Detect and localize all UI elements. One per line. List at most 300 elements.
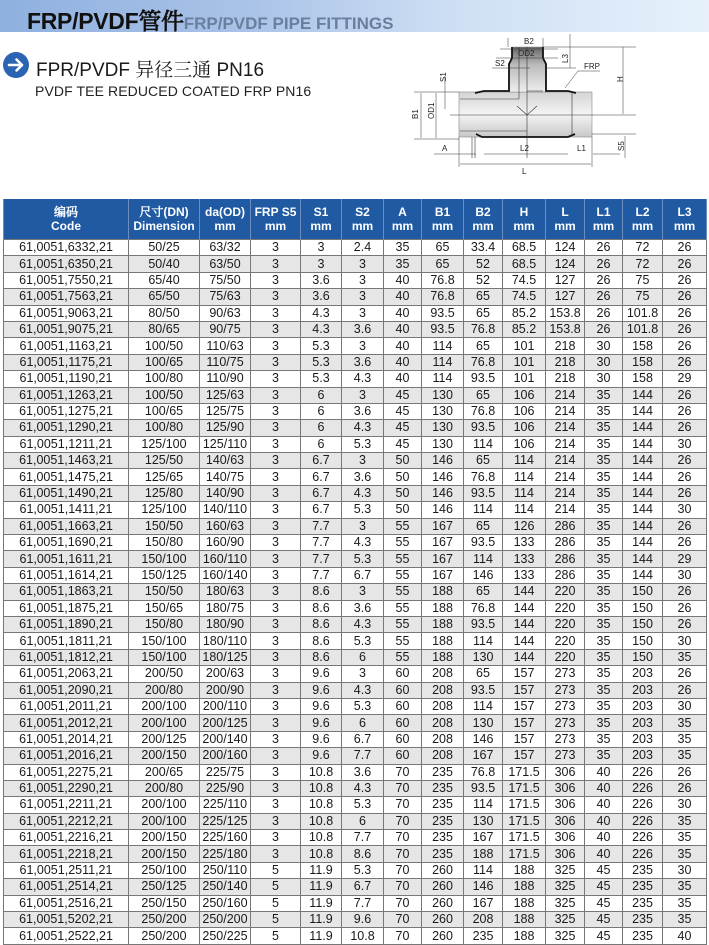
cell-dimension: 200/125 bbox=[129, 731, 200, 747]
cell-l1: 45 bbox=[585, 862, 623, 878]
cell-frp-s5: 3 bbox=[251, 846, 301, 862]
cell-od: 250/225 bbox=[200, 928, 251, 944]
page-title-cn: FRP/PVDF管件 bbox=[27, 8, 184, 34]
cell-h: 171.5 bbox=[503, 813, 546, 829]
cell-b2: 65 bbox=[464, 289, 503, 305]
cell-a: 50 bbox=[384, 502, 422, 518]
cell-l: 286 bbox=[546, 518, 585, 534]
cell-l: 218 bbox=[546, 354, 585, 370]
column-header-line2: Dimension bbox=[133, 219, 195, 233]
cell-od: 140/75 bbox=[200, 469, 251, 485]
cell-l1: 40 bbox=[585, 780, 623, 796]
table-row bbox=[4, 764, 707, 780]
cell-l3: 35 bbox=[663, 748, 707, 764]
cell-h: 171.5 bbox=[503, 780, 546, 796]
cell-dimension: 125/100 bbox=[129, 436, 200, 452]
cell-l1: 35 bbox=[585, 682, 623, 698]
cell-l3: 26 bbox=[663, 780, 707, 796]
cell-l3: 30 bbox=[663, 502, 707, 518]
cell-code: 61,0051,1211,21 bbox=[4, 436, 129, 452]
cell-a: 55 bbox=[384, 567, 422, 583]
cell-l: 286 bbox=[546, 551, 585, 567]
cell-s1: 5.3 bbox=[301, 354, 342, 370]
cell-frp-s5: 3 bbox=[251, 518, 301, 534]
cell-dimension: 100/80 bbox=[129, 420, 200, 436]
cell-l2: 150 bbox=[623, 649, 663, 665]
cell-a: 60 bbox=[384, 731, 422, 747]
cell-l3: 26 bbox=[663, 420, 707, 436]
cell-h: 188 bbox=[503, 912, 546, 928]
cell-s1: 7.7 bbox=[301, 535, 342, 551]
label-a: A bbox=[442, 144, 448, 153]
cell-b2: 93.5 bbox=[464, 420, 503, 436]
cell-frp-s5: 5 bbox=[251, 912, 301, 928]
cell-l1: 26 bbox=[585, 240, 623, 256]
cell-frp-s5: 3 bbox=[251, 616, 301, 632]
cell-l3: 35 bbox=[663, 895, 707, 911]
cell-l3: 26 bbox=[663, 682, 707, 698]
cell-b1: 208 bbox=[422, 682, 464, 698]
cell-l3: 29 bbox=[663, 551, 707, 567]
label-s2: S2 bbox=[495, 59, 505, 68]
cell-a: 70 bbox=[384, 830, 422, 846]
cell-s2: 3.6 bbox=[342, 321, 384, 337]
cell-h: 133 bbox=[503, 535, 546, 551]
cell-b1: 208 bbox=[422, 666, 464, 682]
cell-b1: 167 bbox=[422, 518, 464, 534]
cell-s2: 6.7 bbox=[342, 567, 384, 583]
cell-l1: 30 bbox=[585, 371, 623, 387]
cell-l: 273 bbox=[546, 666, 585, 682]
cell-s2: 4.3 bbox=[342, 535, 384, 551]
cell-b1: 208 bbox=[422, 715, 464, 731]
cell-l3: 26 bbox=[663, 535, 707, 551]
cell-b2: 93.5 bbox=[464, 371, 503, 387]
cell-b2: 114 bbox=[464, 862, 503, 878]
cell-dimension: 125/50 bbox=[129, 453, 200, 469]
cell-b1: 260 bbox=[422, 928, 464, 944]
cell-h: 85.2 bbox=[503, 321, 546, 337]
cell-l2: 235 bbox=[623, 912, 663, 928]
cell-frp-s5: 3 bbox=[251, 272, 301, 288]
cell-frp-s5: 3 bbox=[251, 813, 301, 829]
cell-l2: 203 bbox=[623, 698, 663, 714]
cell-b2: 93.5 bbox=[464, 485, 503, 501]
cell-od: 90/63 bbox=[200, 305, 251, 321]
cell-s2: 3.6 bbox=[342, 403, 384, 419]
cell-frp-s5: 3 bbox=[251, 305, 301, 321]
column-header-line1: S1 bbox=[313, 205, 329, 219]
cell-l2: 144 bbox=[623, 485, 663, 501]
cell-b1: 65 bbox=[422, 240, 464, 256]
cell-l2: 150 bbox=[623, 633, 663, 649]
cell-h: 68.5 bbox=[503, 256, 546, 272]
cell-s1: 7.7 bbox=[301, 567, 342, 583]
cell-s1: 8.6 bbox=[301, 633, 342, 649]
column-header-line1: da(OD) bbox=[205, 205, 245, 219]
cell-l2: 144 bbox=[623, 453, 663, 469]
cell-s1: 8.6 bbox=[301, 584, 342, 600]
cell-od: 140/90 bbox=[200, 485, 251, 501]
table-row bbox=[4, 420, 707, 436]
cell-b2: 114 bbox=[464, 502, 503, 518]
cell-s1: 8.6 bbox=[301, 600, 342, 616]
cell-dimension: 250/125 bbox=[129, 879, 200, 895]
cell-od: 200/125 bbox=[200, 715, 251, 731]
cell-s2: 6 bbox=[342, 715, 384, 731]
table-row bbox=[4, 584, 707, 600]
cell-l3: 35 bbox=[663, 912, 707, 928]
spec-table bbox=[3, 199, 707, 945]
column-header-l bbox=[546, 199, 585, 240]
cell-dimension: 100/65 bbox=[129, 403, 200, 419]
cell-s1: 9.6 bbox=[301, 682, 342, 698]
column-header-line1: 尺寸(DN) bbox=[139, 205, 189, 219]
cell-a: 60 bbox=[384, 682, 422, 698]
cell-dimension: 100/80 bbox=[129, 371, 200, 387]
cell-l2: 226 bbox=[623, 813, 663, 829]
cell-l: 124 bbox=[546, 256, 585, 272]
cell-b2: 93.5 bbox=[464, 682, 503, 698]
cell-l1: 35 bbox=[585, 453, 623, 469]
cell-l3: 26 bbox=[663, 616, 707, 632]
cell-a: 40 bbox=[384, 305, 422, 321]
cell-l2: 144 bbox=[623, 420, 663, 436]
cell-h: 101 bbox=[503, 371, 546, 387]
cell-l1: 35 bbox=[585, 403, 623, 419]
cell-h: 106 bbox=[503, 420, 546, 436]
cell-l2: 158 bbox=[623, 338, 663, 354]
table-row bbox=[4, 338, 707, 354]
cell-b2: 146 bbox=[464, 567, 503, 583]
cell-l2: 235 bbox=[623, 928, 663, 944]
cell-s2: 3 bbox=[342, 272, 384, 288]
cell-l1: 35 bbox=[585, 633, 623, 649]
cell-od: 160/63 bbox=[200, 518, 251, 534]
table-row bbox=[4, 862, 707, 878]
cell-dimension: 200/150 bbox=[129, 748, 200, 764]
label-s5: S5 bbox=[617, 141, 626, 151]
cell-l: 218 bbox=[546, 338, 585, 354]
cell-b1: 130 bbox=[422, 420, 464, 436]
cell-l1: 35 bbox=[585, 584, 623, 600]
cell-frp-s5: 3 bbox=[251, 666, 301, 682]
cell-l: 214 bbox=[546, 485, 585, 501]
cell-code: 61,0051,2011,21 bbox=[4, 698, 129, 714]
cell-b2: 33.4 bbox=[464, 240, 503, 256]
column-header-line1: S2 bbox=[355, 205, 370, 219]
cell-frp-s5: 3 bbox=[251, 535, 301, 551]
cell-b2: 76.8 bbox=[464, 764, 503, 780]
cell-b1: 188 bbox=[422, 633, 464, 649]
cell-dimension: 200/100 bbox=[129, 715, 200, 731]
cell-h: 106 bbox=[503, 436, 546, 452]
cell-dimension: 250/100 bbox=[129, 862, 200, 878]
cell-dimension: 150/80 bbox=[129, 616, 200, 632]
cell-frp-s5: 3 bbox=[251, 469, 301, 485]
cell-s1: 3.6 bbox=[301, 289, 342, 305]
cell-s2: 4.3 bbox=[342, 682, 384, 698]
table-row bbox=[4, 830, 707, 846]
cell-a: 70 bbox=[384, 879, 422, 895]
cell-h: 106 bbox=[503, 403, 546, 419]
column-header-line1: 编码 bbox=[53, 205, 78, 219]
cell-h: 106 bbox=[503, 387, 546, 403]
cell-s2: 3 bbox=[342, 256, 384, 272]
cell-s1: 3 bbox=[301, 240, 342, 256]
cell-a: 55 bbox=[384, 649, 422, 665]
cell-s1: 9.6 bbox=[301, 715, 342, 731]
cell-a: 55 bbox=[384, 616, 422, 632]
table-body bbox=[4, 240, 707, 945]
cell-l2: 144 bbox=[623, 387, 663, 403]
cell-code: 61,0051,5202,21 bbox=[4, 912, 129, 928]
cell-h: 157 bbox=[503, 698, 546, 714]
table-row bbox=[4, 240, 707, 256]
cell-b2: 65 bbox=[464, 518, 503, 534]
cell-s2: 9.6 bbox=[342, 912, 384, 928]
cell-l2: 226 bbox=[623, 846, 663, 862]
column-header-b1 bbox=[422, 199, 464, 240]
cell-s1: 8.6 bbox=[301, 649, 342, 665]
table-row bbox=[4, 535, 707, 551]
table-row bbox=[4, 354, 707, 370]
cell-od: 250/160 bbox=[200, 895, 251, 911]
cell-frp-s5: 3 bbox=[251, 502, 301, 518]
table-row bbox=[4, 502, 707, 518]
column-header-line1: A bbox=[398, 205, 407, 219]
cell-h: 114 bbox=[503, 502, 546, 518]
cell-l2: 144 bbox=[623, 502, 663, 518]
cell-dimension: 200/100 bbox=[129, 797, 200, 813]
cell-frp-s5: 3 bbox=[251, 633, 301, 649]
table-row bbox=[4, 846, 707, 862]
cell-s1: 6.7 bbox=[301, 469, 342, 485]
cell-s2: 6 bbox=[342, 813, 384, 829]
cell-code: 61,0051,2275,21 bbox=[4, 764, 129, 780]
cell-b1: 208 bbox=[422, 698, 464, 714]
cell-l: 306 bbox=[546, 813, 585, 829]
cell-frp-s5: 3 bbox=[251, 715, 301, 731]
cell-s1: 9.6 bbox=[301, 731, 342, 747]
cell-od: 160/90 bbox=[200, 535, 251, 551]
cell-od: 63/32 bbox=[200, 240, 251, 256]
label-od2: OD2 bbox=[518, 49, 535, 58]
cell-od: 180/63 bbox=[200, 584, 251, 600]
cell-l: 127 bbox=[546, 289, 585, 305]
cell-a: 70 bbox=[384, 912, 422, 928]
cell-od: 225/125 bbox=[200, 813, 251, 829]
cell-l3: 26 bbox=[663, 485, 707, 501]
cell-frp-s5: 3 bbox=[251, 649, 301, 665]
cell-frp-s5: 3 bbox=[251, 731, 301, 747]
cell-dimension: 150/65 bbox=[129, 600, 200, 616]
table-row bbox=[4, 403, 707, 419]
cell-h: 114 bbox=[503, 453, 546, 469]
cell-a: 70 bbox=[384, 813, 422, 829]
cell-l1: 35 bbox=[585, 502, 623, 518]
cell-code: 61,0051,1190,21 bbox=[4, 371, 129, 387]
column-header-line1: L2 bbox=[635, 205, 650, 219]
page-title-en: FRP/PVDF PIPE FITTINGS bbox=[183, 14, 394, 33]
cell-l3: 26 bbox=[663, 764, 707, 780]
title-banner bbox=[0, 0, 709, 32]
cell-od: 200/63 bbox=[200, 666, 251, 682]
cell-s2: 7.7 bbox=[342, 748, 384, 764]
cell-l1: 30 bbox=[585, 354, 623, 370]
cell-s2: 4.3 bbox=[342, 420, 384, 436]
cell-od: 225/160 bbox=[200, 830, 251, 846]
cell-l1: 35 bbox=[585, 600, 623, 616]
cell-l: 218 bbox=[546, 371, 585, 387]
column-header-line2: mm bbox=[592, 219, 615, 233]
cell-frp-s5: 3 bbox=[251, 289, 301, 305]
cell-od: 110/90 bbox=[200, 371, 251, 387]
cell-frp-s5: 3 bbox=[251, 338, 301, 354]
column-header-line2: mm bbox=[554, 219, 576, 233]
cell-l2: 101.8 bbox=[623, 321, 663, 337]
cell-l: 325 bbox=[546, 895, 585, 911]
cell-l3: 26 bbox=[663, 584, 707, 600]
table-row bbox=[4, 256, 707, 272]
cell-l3: 30 bbox=[663, 567, 707, 583]
cell-od: 63/50 bbox=[200, 256, 251, 272]
cell-od: 200/160 bbox=[200, 748, 251, 764]
table-row bbox=[4, 436, 707, 452]
cell-s2: 6.7 bbox=[342, 879, 384, 895]
cell-l3: 26 bbox=[663, 321, 707, 337]
cell-b1: 130 bbox=[422, 403, 464, 419]
cell-a: 55 bbox=[384, 633, 422, 649]
cell-a: 55 bbox=[384, 535, 422, 551]
cell-code: 61,0051,1890,21 bbox=[4, 616, 129, 632]
cell-l1: 35 bbox=[585, 698, 623, 714]
cell-s2: 3 bbox=[342, 666, 384, 682]
cell-a: 70 bbox=[384, 846, 422, 862]
cell-frp-s5: 3 bbox=[251, 797, 301, 813]
cell-l1: 30 bbox=[585, 338, 623, 354]
column-header-a bbox=[384, 199, 422, 240]
cell-frp-s5: 3 bbox=[251, 682, 301, 698]
cell-dimension: 200/150 bbox=[129, 830, 200, 846]
cell-l3: 35 bbox=[663, 846, 707, 862]
cell-od: 110/63 bbox=[200, 338, 251, 354]
table-row bbox=[4, 453, 707, 469]
cell-b1: 167 bbox=[422, 535, 464, 551]
column-header-frp-s5 bbox=[251, 199, 301, 240]
cell-b1: 235 bbox=[422, 846, 464, 862]
cell-h: 133 bbox=[503, 567, 546, 583]
cell-b1: 208 bbox=[422, 748, 464, 764]
cell-s1: 11.9 bbox=[301, 862, 342, 878]
cell-b1: 235 bbox=[422, 813, 464, 829]
table-row bbox=[4, 797, 707, 813]
cell-frp-s5: 5 bbox=[251, 928, 301, 944]
cell-s2: 3.6 bbox=[342, 354, 384, 370]
cell-dimension: 100/50 bbox=[129, 338, 200, 354]
cell-b2: 235 bbox=[464, 928, 503, 944]
cell-l: 325 bbox=[546, 912, 585, 928]
column-header-line1: FRP S5 bbox=[254, 205, 297, 219]
label-b1: B1 bbox=[411, 109, 420, 119]
cell-l3: 26 bbox=[663, 240, 707, 256]
cell-s2: 5.3 bbox=[342, 698, 384, 714]
cell-b2: 114 bbox=[464, 698, 503, 714]
cell-frp-s5: 5 bbox=[251, 895, 301, 911]
cell-h: 144 bbox=[503, 633, 546, 649]
cell-dimension: 250/200 bbox=[129, 928, 200, 944]
cell-a: 55 bbox=[384, 518, 422, 534]
cell-dimension: 200/100 bbox=[129, 813, 200, 829]
cell-s2: 2.4 bbox=[342, 240, 384, 256]
cell-l: 220 bbox=[546, 616, 585, 632]
column-header-line2: mm bbox=[631, 219, 654, 233]
cell-l1: 35 bbox=[585, 387, 623, 403]
cell-dimension: 250/150 bbox=[129, 895, 200, 911]
column-header-line2: mm bbox=[513, 219, 535, 233]
cell-l: 214 bbox=[546, 469, 585, 485]
cell-h: 171.5 bbox=[503, 797, 546, 813]
cell-code: 61,0051,1863,21 bbox=[4, 584, 129, 600]
cell-l: 325 bbox=[546, 928, 585, 944]
cell-b2: 76.8 bbox=[464, 321, 503, 337]
cell-l3: 26 bbox=[663, 256, 707, 272]
label-b2: B2 bbox=[524, 37, 534, 46]
cell-od: 110/75 bbox=[200, 354, 251, 370]
cell-l2: 72 bbox=[623, 240, 663, 256]
cell-b1: 260 bbox=[422, 895, 464, 911]
column-header-line2: mm bbox=[472, 219, 494, 233]
table-row bbox=[4, 748, 707, 764]
cell-b1: 260 bbox=[422, 862, 464, 878]
cell-l1: 35 bbox=[585, 731, 623, 747]
cell-l3: 30 bbox=[663, 633, 707, 649]
cell-b1: 235 bbox=[422, 780, 464, 796]
cell-l3: 30 bbox=[663, 436, 707, 452]
column-header-line1: L bbox=[561, 205, 569, 219]
cell-code: 61,0051,1163,21 bbox=[4, 338, 129, 354]
cell-s1: 10.8 bbox=[301, 813, 342, 829]
cell-frp-s5: 3 bbox=[251, 780, 301, 796]
cell-code: 61,0051,2016,21 bbox=[4, 748, 129, 764]
cell-code: 61,0051,7550,21 bbox=[4, 272, 129, 288]
cell-b2: 65 bbox=[464, 666, 503, 682]
cell-l: 273 bbox=[546, 698, 585, 714]
cell-h: 157 bbox=[503, 748, 546, 764]
cell-h: 101 bbox=[503, 338, 546, 354]
cell-a: 35 bbox=[384, 256, 422, 272]
cell-l2: 203 bbox=[623, 715, 663, 731]
cell-code: 61,0051,7563,21 bbox=[4, 289, 129, 305]
cell-b1: 208 bbox=[422, 731, 464, 747]
cell-code: 61,0051,2090,21 bbox=[4, 682, 129, 698]
cell-dimension: 150/100 bbox=[129, 649, 200, 665]
cell-h: 157 bbox=[503, 666, 546, 682]
cell-l1: 45 bbox=[585, 928, 623, 944]
cell-od: 140/63 bbox=[200, 453, 251, 469]
cell-l3: 35 bbox=[663, 649, 707, 665]
cell-b2: 167 bbox=[464, 830, 503, 846]
column-header-line2: mm bbox=[673, 219, 696, 233]
product-subtitle: PVDF TEE REDUCED COATED FRP PN16 bbox=[35, 83, 312, 99]
cell-dimension: 80/50 bbox=[129, 305, 200, 321]
cell-od: 200/110 bbox=[200, 698, 251, 714]
cell-h: 188 bbox=[503, 879, 546, 895]
cell-h: 157 bbox=[503, 731, 546, 747]
cell-b2: 93.5 bbox=[464, 535, 503, 551]
cell-l2: 203 bbox=[623, 682, 663, 698]
column-header-s2 bbox=[342, 199, 384, 240]
